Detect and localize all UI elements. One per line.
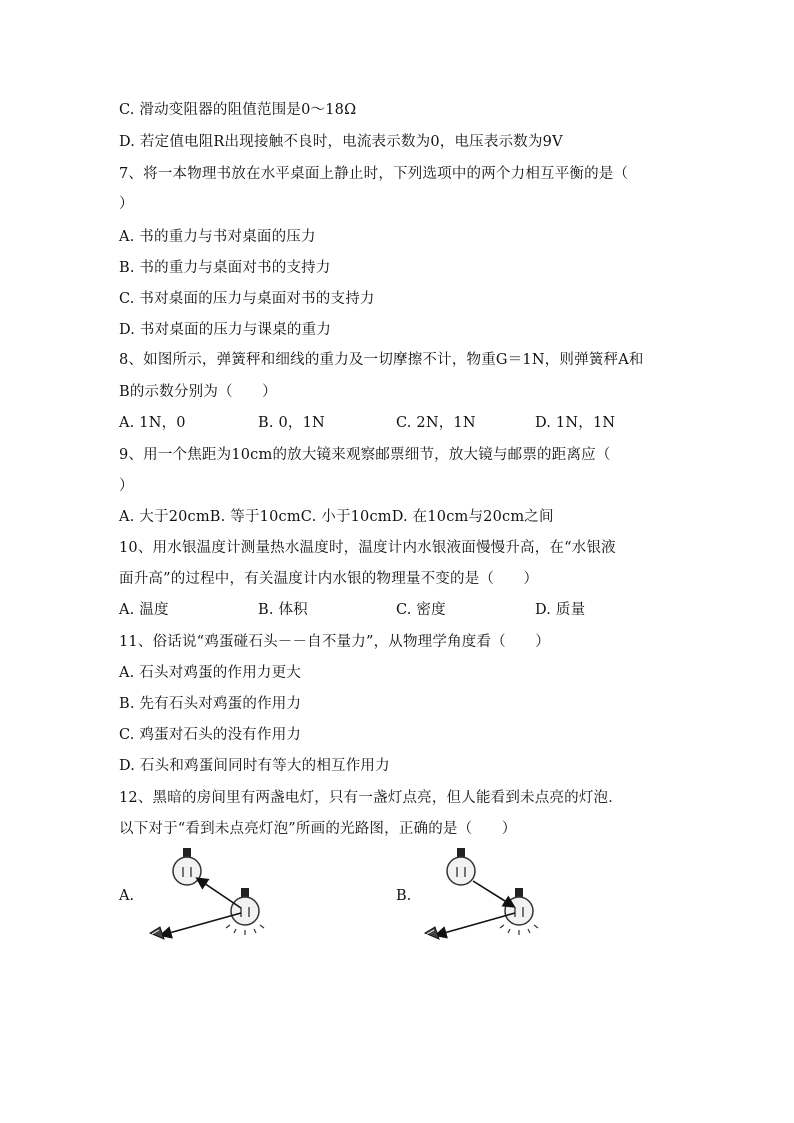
q7-stem-end: ） [119,196,134,212]
q7-option-c: C. 书对桌面的压力与桌面对书的支持力 [119,291,375,307]
eye-icon [425,927,439,939]
unlit-bulb-icon [447,848,475,885]
q11-option-d: D. 石头和鸡蛋间同时有等大的相互作用力 [119,758,390,774]
q10-option-b: B. 体积 [258,602,308,618]
q11-stem: 11、俗话说“鸡蛋碰石头－－自不量力”，从物理学角度看（ ） [119,634,550,650]
q11-option-b: B. 先有石头对鸡蛋的作用力 [119,696,302,712]
q6-option-d: D. 若定值电阻R出现接触不良时，电流表示数为0，电压表示数为9V [119,134,563,150]
q12-stem-end: 以下对于“看到未点亮灯泡”所画的光路图，正确的是（ ） [119,821,517,837]
lit-bulb-icon [226,888,264,935]
q7-stem: 7、将一本物理书放在水平桌面上静止时，下列选项中的两个力相互平衡的是（ [119,166,629,182]
q12-figure-a [140,845,280,945]
q8-option-d: D. 1N，1N [535,415,616,431]
q8-stem-end: B的示数分别为（ ） [119,384,277,400]
q11-option-c: C. 鸡蛋对石头的没有作用力 [119,727,302,743]
q7-option-a: A. 书的重力与书对桌面的压力 [119,229,316,245]
q7-option-b: B. 书的重力与桌面对书的支持力 [119,260,331,276]
q8-option-c: C. 2N，1N [396,415,476,431]
q8-stem: 8、如图所示，弹簧秤和细线的重力及一切摩擦不计，物重G＝1N，则弹簧秤A和 [119,352,644,368]
q8-option-a: A. 1N，0 [119,415,186,431]
unlit-bulb-icon [173,848,201,885]
q10-option-a: A. 温度 [119,602,169,618]
q10-stem: 10、用水银温度计测量热水温度时，温度计内水银液面慢慢升高，在“水银液 [119,540,616,556]
q11-option-a: A. 石头对鸡蛋的作用力更大 [119,665,301,681]
q12-stem: 12、黑暗的房间里有两盏电灯，只有一盏灯点亮，但人能看到未点亮的灯泡． [119,790,623,806]
lit-bulb-icon [500,888,538,935]
q9-stem: 9、用一个焦距为10cm的放大镜来观察邮票细节，放大镜与邮票的距离应（ [119,447,611,463]
q10-option-d: D. 质量 [535,602,586,618]
eye-icon [150,927,164,939]
q9-stem-end: ） [119,478,134,494]
q7-option-d: D. 书对桌面的压力与课桌的重力 [119,322,332,338]
q12-figure-a-label: A. [119,888,135,904]
q12-figure-b-label: B. [396,888,412,904]
q10-option-c: C. 密度 [396,602,446,618]
q9-options: A. 大于20cmB. 等于10cmC. 小于10cmD. 在10cm与20cm之间 [119,509,554,525]
q12-figure-b [415,845,555,945]
q6-option-c: C. 滑动变阻器的阻值范围是0～18Ω [119,102,357,118]
q10-stem-end: 面升高”的过程中，有关温度计内水银的物理量不变的是（ ） [119,571,539,587]
q8-option-b: B. 0，1N [258,415,325,431]
